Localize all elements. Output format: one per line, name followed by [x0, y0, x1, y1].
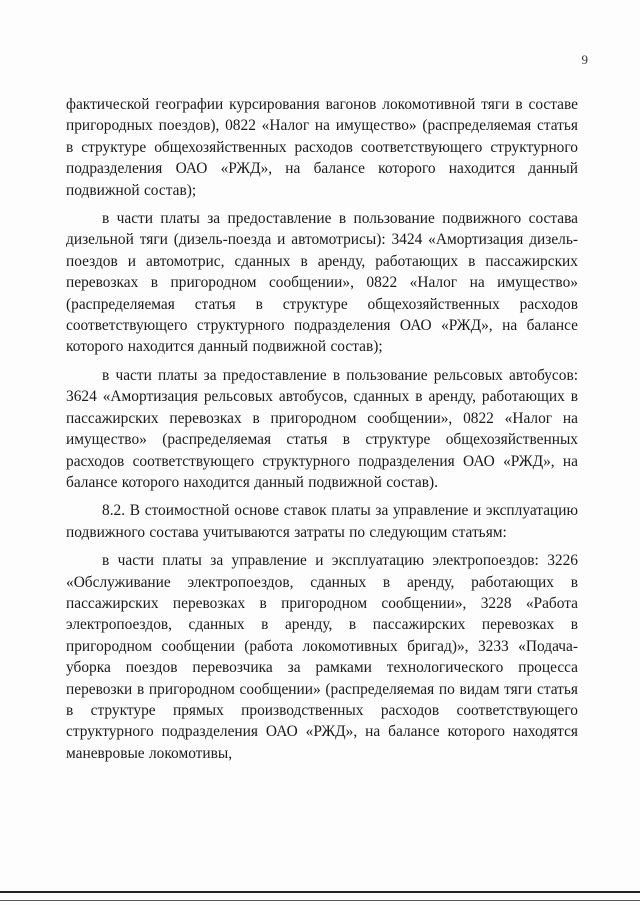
page-number: 9: [581, 52, 588, 67]
paragraph-continuation: фактической географии курсирования вагонов локомотивной тяги в составе пригородных поездов), 0822 «Налог на имущество» (распределяемая статья в структуре общехозяйственных расходов соответствующего структурного подразделения ОАО «РЖД», на балансе которого находится данный подвижной состав);: [66, 96, 578, 199]
paragraph-rail-buses: в части платы за предоставление в пользование рельсовых автобусов: 3624 «Амортизация рельсовых автобусов, сданных в аренду, работающих в пассажирских перевозках в пригородном сообщении», 0822 «Налог на имущество» (распределяемая статья в структуре общехозяйственных расходов соответствующего структурного подразделения ОАО «РЖД», на балансе которого находится данный подвижной состав).: [66, 366, 578, 491]
paragraph-electric-trains: в части платы за управление и эксплуатацию электропоездов: 3226 «Обслуживание электропоездов, сданных в аренду, работающих в пассажирских перевозках в пригородном сообщении», 3228 «Работа электропоездов, сданных в аренду, в пассажирских перевозках в пригородном сообщении (работа локомотивных бригад)», 3233 «Подача-уборка поездов перевозчика за рамками технологического процесса перевозки в пригородном сообщении» (распределяемая по видам тяги статья в структуре прямых производственных расходов соответствующего структурного подразделения ОАО «РЖД», на балансе которого находятся маневровые локомотивы,: [66, 552, 578, 762]
paragraph-section-8-2: 8.2. В стоимостной основе ставок платы за управление и эксплуатацию подвижного состава учитываются затраты по следующим статьям:: [66, 502, 578, 541]
document-body: [66, 94, 578, 771]
scan-edge-line-secondary: [0, 900, 640, 901]
paragraph-diesel-traction: в части платы за предоставление в пользование подвижного состава дизельной тяги (дизель-поезда и автомотрисы): 3424 «Амортизация дизель-поездов и автомотрис, сданных в аренду, работающих в пассажирских перевозках в пригородном сообщении», 0822 «Налог на имущество» (распределяемая статья в структуре общехозяйственных расходов соответствующего структурного подразделения ОАО «РЖД», на балансе которого находится данный подвижной состав);: [66, 210, 578, 356]
scan-edge-line: [0, 891, 640, 893]
